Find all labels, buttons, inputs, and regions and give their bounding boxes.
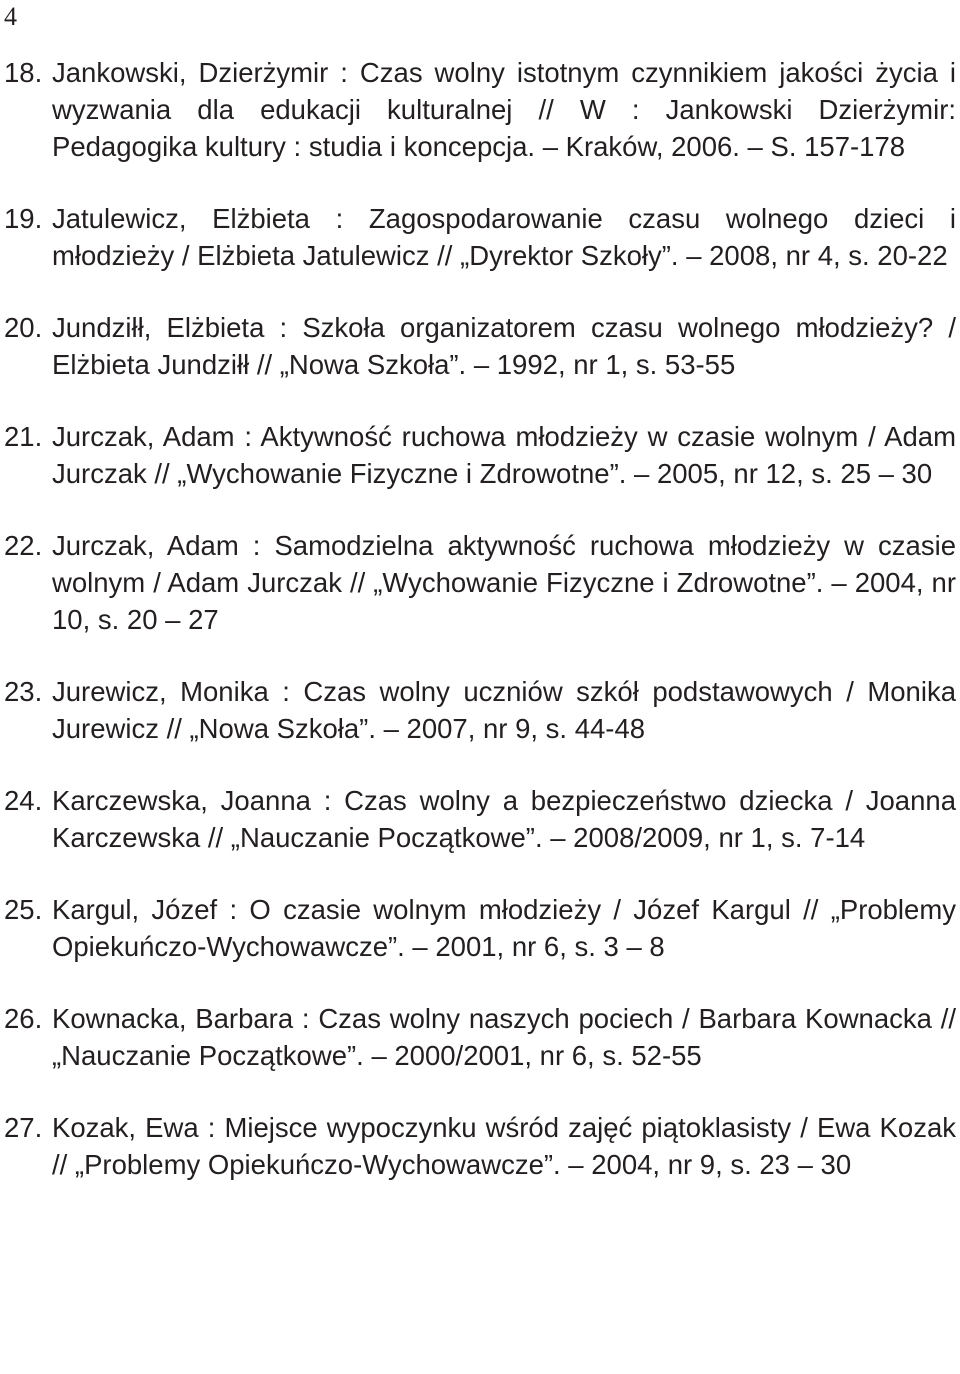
entry-number: 27. bbox=[4, 1112, 43, 1143]
entry-text: Kownacka, Barbara : Czas wolny naszych pociech / Barbara Kownacka // „Nauczanie Początkowe”. – 2000/2001, nr 6, s. 52-55 bbox=[52, 1003, 956, 1071]
entry-text: Kargul, Józef : O czasie wolnym młodzieży / Józef Kargul // „Problemy Opiekuńczo-Wychowawcze”. – 2001, nr 6, s. 3 – 8 bbox=[52, 894, 956, 962]
bibliography-entry bbox=[4, 1000, 956, 1074]
entry-text: Jurczak, Adam : Samodzielna aktywność ruchowa młodzieży w czasie wolnym / Adam Jurczak // „Wychowanie Fizyczne i Zdrowotne”. – 2004, nr 10, s. 20 – 27 bbox=[52, 530, 956, 635]
entry-text: Jurczak, Adam : Aktywność ruchowa młodzieży w czasie wolnym / Adam Jurczak // „Wychowanie Fizyczne i Zdrowotne”. – 2005, nr 12, s. 25 – 30 bbox=[52, 421, 956, 489]
page-number: 4 bbox=[4, 2, 17, 31]
bibliography-entry bbox=[4, 782, 956, 856]
bibliography-entry bbox=[4, 1109, 956, 1183]
entry-text: Jurewicz, Monika : Czas wolny uczniów szkół podstawowych / Monika Jurewicz // „Nowa Szkoła”. – 2007, nr 9, s. 44-48 bbox=[52, 676, 956, 744]
entry-number: 24. bbox=[4, 785, 43, 816]
entry-number: 23. bbox=[4, 676, 43, 707]
entry-text: Jankowski, Dzierżymir : Czas wolny istotnym czynnikiem jakości życia i wyzwania dla edukacji kulturalnej // W : Jankowski Dzierżymir: Pedagogika kultury : studia i koncepcja. – Kraków, 2006. – S. 157-178 bbox=[52, 57, 956, 162]
bibliography-entry bbox=[4, 527, 956, 638]
bibliography-entry bbox=[4, 418, 956, 492]
entry-text: Karczewska, Joanna : Czas wolny a bezpieczeństwo dziecka / Joanna Karczewska // „Nauczanie Początkowe”. – 2008/2009, nr 1, s. 7-14 bbox=[52, 785, 956, 853]
entry-number: 21. bbox=[4, 421, 43, 452]
bibliography-entry bbox=[4, 673, 956, 747]
bibliography-entry bbox=[4, 891, 956, 965]
entry-number: 20. bbox=[4, 312, 43, 343]
entry-text: Jatulewicz, Elżbieta : Zagospodarowanie czasu wolnego dzieci i młodzieży / Elżbieta Jatulewicz // „Dyrektor Szkoły”. – 2008, nr 4, s. 20-22 bbox=[52, 203, 956, 271]
bibliography-list bbox=[4, 54, 956, 1183]
bibliography-entry bbox=[4, 309, 956, 383]
entry-text: Jundziłł, Elżbieta : Szkoła organizatorem czasu wolnego młodzieży? / Elżbieta Jundziłł // „Nowa Szkoła”. – 1992, nr 1, s. 53-55 bbox=[52, 312, 956, 380]
entry-number: 26. bbox=[4, 1003, 43, 1034]
entry-number: 19. bbox=[4, 203, 43, 234]
entry-number: 18. bbox=[4, 57, 43, 88]
entry-number: 25. bbox=[4, 894, 43, 925]
bibliography-entry bbox=[4, 54, 956, 165]
entry-number: 22. bbox=[4, 530, 43, 561]
bibliography-entry bbox=[4, 200, 956, 274]
entry-text: Kozak, Ewa : Miejsce wypoczynku wśród zajęć piątoklasisty / Ewa Kozak // „Problemy Opiekuńczo-Wychowawcze”. – 2004, nr 9, s. 23 – 30 bbox=[52, 1112, 956, 1180]
